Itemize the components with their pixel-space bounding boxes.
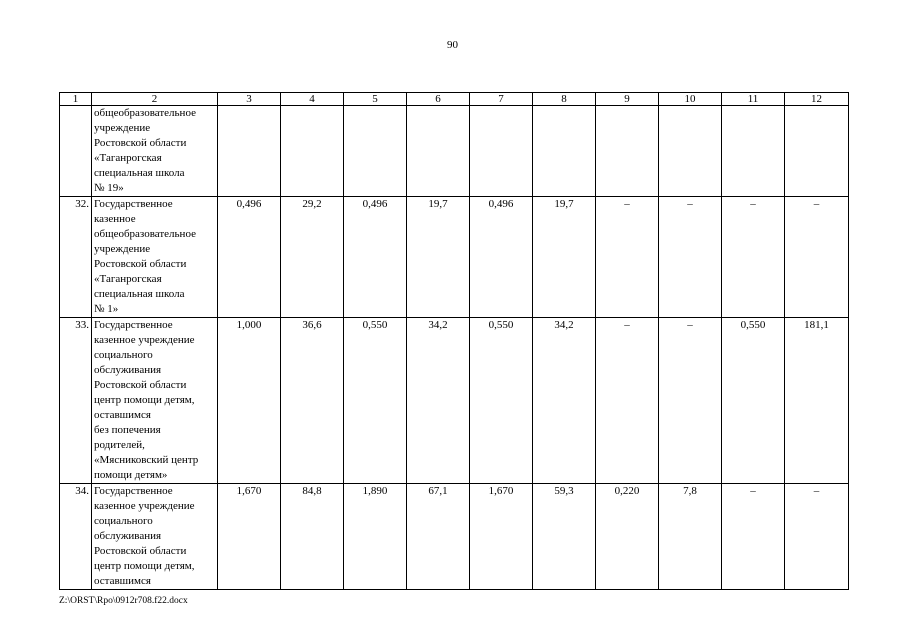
institution-name-line: специальная школа bbox=[94, 288, 185, 300]
institution-name bbox=[92, 484, 218, 590]
column-number-header: 11 bbox=[722, 93, 785, 106]
value-cell: 1,670 bbox=[470, 484, 533, 590]
institution-name-line: оставшимся bbox=[94, 409, 151, 421]
institution-name bbox=[92, 106, 218, 197]
institution-name-line: помощи детям» bbox=[94, 469, 168, 481]
institution-name-line: родителей, bbox=[94, 439, 145, 451]
institution-name-line: центр помощи детям, bbox=[94, 560, 195, 572]
row-number: 33. bbox=[60, 318, 92, 484]
value-cell: 0,550 bbox=[344, 318, 407, 484]
value-cell bbox=[533, 106, 596, 197]
institution-name-line: Ростовской области bbox=[94, 379, 187, 391]
institution-name-line: учреждение bbox=[94, 122, 151, 134]
value-cell: 1,670 bbox=[218, 484, 281, 590]
value-cell bbox=[407, 106, 470, 197]
column-number-header: 12 bbox=[785, 93, 849, 106]
value-cell bbox=[344, 106, 407, 197]
value-cell: 67,1 bbox=[407, 484, 470, 590]
institution-name-line: общеобразовательное bbox=[94, 228, 196, 240]
value-cell: 34,2 bbox=[407, 318, 470, 484]
value-cell bbox=[470, 106, 533, 197]
value-cell: – bbox=[785, 484, 849, 590]
value-cell: 0,496 bbox=[344, 197, 407, 318]
column-number-header: 9 bbox=[596, 93, 659, 106]
institution-name-line: № 19» bbox=[94, 182, 124, 194]
value-cell: 19,7 bbox=[407, 197, 470, 318]
value-cell: 0,550 bbox=[722, 318, 785, 484]
value-cell bbox=[281, 106, 344, 197]
value-cell: – bbox=[659, 197, 722, 318]
value-cell: 29,2 bbox=[281, 197, 344, 318]
institution-name bbox=[92, 197, 218, 318]
value-cell: 181,1 bbox=[785, 318, 849, 484]
value-cell: 84,8 bbox=[281, 484, 344, 590]
value-cell: 59,3 bbox=[533, 484, 596, 590]
value-cell bbox=[722, 106, 785, 197]
value-cell: – bbox=[596, 318, 659, 484]
table-row bbox=[60, 484, 849, 590]
institution-name-line: оставшимся bbox=[94, 575, 151, 587]
institution-name-line: учреждение bbox=[94, 243, 151, 255]
institution-name-line: обслуживания bbox=[94, 364, 162, 376]
institution-name-line: общеобразовательное bbox=[94, 107, 196, 119]
institution-name-line: Ростовской области bbox=[94, 137, 187, 149]
value-cell: 0,496 bbox=[470, 197, 533, 318]
table-row bbox=[60, 197, 849, 318]
page-number: 90 bbox=[447, 39, 458, 51]
column-number-header: 7 bbox=[470, 93, 533, 106]
row-number: 32. bbox=[60, 197, 92, 318]
column-number-header: 3 bbox=[218, 93, 281, 106]
institution-name-line: специальная школа bbox=[94, 167, 185, 179]
value-cell: 0,550 bbox=[470, 318, 533, 484]
column-number-header: 1 bbox=[60, 93, 92, 106]
institution-name-line: центр помощи детям, bbox=[94, 394, 195, 406]
table-row bbox=[60, 318, 849, 484]
institution-name bbox=[92, 318, 218, 484]
institution-name-line: № 1» bbox=[94, 303, 119, 315]
column-number-header: 8 bbox=[533, 93, 596, 106]
column-number-header: 4 bbox=[281, 93, 344, 106]
institution-name-line: казенное bbox=[94, 213, 136, 225]
institution-name-line: социального bbox=[94, 515, 153, 527]
institution-name-line: без попечения bbox=[94, 424, 161, 436]
institution-name-line: казенное учреждение bbox=[94, 500, 195, 512]
institution-name-line: «Таганрогская bbox=[94, 273, 162, 285]
value-cell bbox=[785, 106, 849, 197]
header-row bbox=[60, 93, 849, 106]
value-cell: 19,7 bbox=[533, 197, 596, 318]
value-cell: 7,8 bbox=[659, 484, 722, 590]
value-cell: – bbox=[785, 197, 849, 318]
value-cell bbox=[659, 106, 722, 197]
data-table bbox=[59, 92, 849, 590]
row-number bbox=[60, 106, 92, 197]
row-number: 34. bbox=[60, 484, 92, 590]
column-number-header: 10 bbox=[659, 93, 722, 106]
value-cell: – bbox=[722, 197, 785, 318]
footer-file-path: Z:\ORST\Rpo\0912r708.f22.docx bbox=[59, 596, 188, 606]
institution-name-line: Ростовской области bbox=[94, 545, 187, 557]
value-cell bbox=[218, 106, 281, 197]
value-cell: 36,6 bbox=[281, 318, 344, 484]
value-cell: 0,496 bbox=[218, 197, 281, 318]
value-cell: – bbox=[659, 318, 722, 484]
institution-name-line: казенное учреждение bbox=[94, 334, 195, 346]
column-number-header: 6 bbox=[407, 93, 470, 106]
value-cell bbox=[596, 106, 659, 197]
institution-name-line: «Мясниковский центр bbox=[94, 454, 199, 466]
value-cell: – bbox=[596, 197, 659, 318]
value-cell: 1,890 bbox=[344, 484, 407, 590]
table-row bbox=[60, 106, 849, 197]
institution-name-line: Ростовской области bbox=[94, 258, 187, 270]
institution-name-line: Государственное bbox=[94, 198, 173, 210]
column-number-header: 2 bbox=[92, 93, 218, 106]
institution-name-line: Государственное bbox=[94, 485, 173, 497]
institution-name-line: Государственное bbox=[94, 319, 173, 331]
value-cell: 34,2 bbox=[533, 318, 596, 484]
value-cell: 0,220 bbox=[596, 484, 659, 590]
institution-name-line: «Таганрогская bbox=[94, 152, 162, 164]
value-cell: – bbox=[722, 484, 785, 590]
institution-name-line: социального bbox=[94, 349, 153, 361]
value-cell: 1,000 bbox=[218, 318, 281, 484]
column-number-header: 5 bbox=[344, 93, 407, 106]
institution-name-line: обслуживания bbox=[94, 530, 162, 542]
